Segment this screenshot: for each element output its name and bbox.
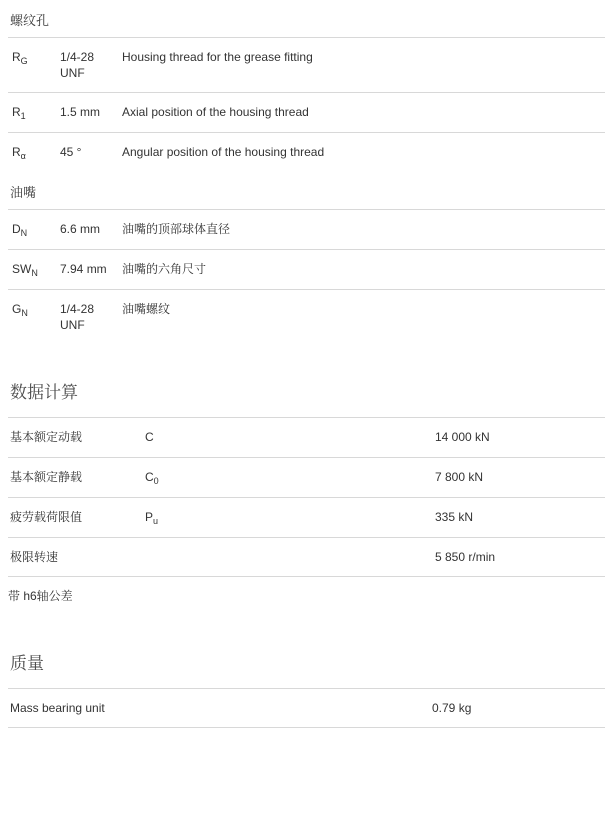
row-label: 基本额定动载 (8, 418, 145, 458)
row-value: 335 kN (435, 498, 605, 538)
symbol-sub: N (31, 268, 38, 278)
table-row (8, 538, 605, 577)
row-value: 1/4-28 UNF (60, 290, 122, 345)
table-row (8, 290, 605, 345)
symbol-base: G (12, 302, 22, 316)
section-spacer (8, 344, 605, 378)
bottom-divider (8, 727, 605, 728)
row-symbol (8, 210, 60, 250)
row-value: 7 800 kN (435, 458, 605, 498)
row-description: 油嘴的顶部球体直径 (122, 210, 605, 250)
symbol-base: P (145, 510, 154, 524)
table-row (8, 498, 605, 538)
grease-fitting-table (8, 209, 605, 344)
table-row (8, 689, 605, 728)
mass-table (8, 688, 605, 727)
row-label: 极限转速 (8, 538, 145, 577)
table-row (8, 93, 605, 133)
row-symbol (8, 38, 60, 93)
symbol-base: C (145, 470, 154, 484)
row-value: 6.6 mm (60, 210, 122, 250)
row-symbol (145, 498, 435, 538)
table-row (8, 418, 605, 458)
symbol-sub: 1 (20, 111, 26, 121)
symbol-sub: G (20, 56, 28, 66)
symbol-base: D (12, 222, 21, 236)
row-value: 14 000 kN (435, 418, 605, 458)
table-row (8, 250, 605, 290)
calculation-note: 带 h6轴公差 (8, 577, 605, 616)
row-description: 油嘴的六角尺寸 (122, 250, 605, 290)
row-value: 1.5 mm (60, 93, 122, 133)
table-row (8, 133, 605, 173)
symbol-sub: u (153, 516, 159, 526)
symbol-sub: N (21, 308, 28, 318)
row-label: 基本额定静载 (8, 458, 145, 498)
symbol-base: C (145, 430, 154, 444)
row-symbol (8, 133, 60, 173)
calculation-table (8, 417, 605, 615)
row-value: 0.79 kg (432, 689, 605, 728)
table-row-note (8, 577, 605, 616)
row-symbol (8, 93, 60, 133)
row-description: Angular position of the housing thread (122, 133, 605, 173)
row-label: Mass bearing unit (8, 689, 432, 728)
row-value: 7.94 mm (60, 250, 122, 290)
section-spacer (8, 615, 605, 649)
row-description: 油嘴螺纹 (122, 290, 605, 345)
row-description: Housing thread for the grease fitting (122, 38, 605, 93)
row-symbol (8, 250, 60, 290)
symbol-base: R (12, 145, 21, 159)
symbol-sub: N (20, 228, 28, 238)
section-heading-grease-fitting: 油嘴 (10, 185, 37, 200)
row-symbol (145, 538, 435, 577)
symbol-base: R (12, 50, 21, 64)
row-symbol (145, 418, 435, 458)
section-heading-calculation: 数据计算 (10, 383, 78, 402)
symbol-base: R (12, 105, 21, 119)
table-row (8, 210, 605, 250)
symbol-sub: 0 (153, 476, 159, 486)
row-label: 疲劳载荷限值 (8, 498, 145, 538)
row-value: 5 850 r/min (435, 538, 605, 577)
section-heading-mass: 质量 (10, 654, 44, 673)
row-value: 1/4-28 UNF (60, 38, 122, 93)
symbol-sub: α (20, 151, 26, 161)
table-row (8, 38, 605, 93)
row-symbol (145, 458, 435, 498)
row-description: Axial position of the housing thread (122, 93, 605, 133)
symbol-base: SW (12, 262, 32, 276)
table-row (8, 458, 605, 498)
row-value: 45 ° (60, 133, 122, 173)
row-symbol (8, 290, 60, 345)
section-heading-threaded-hole: 螺纹孔 (10, 13, 50, 28)
threaded-hole-table (8, 37, 605, 172)
